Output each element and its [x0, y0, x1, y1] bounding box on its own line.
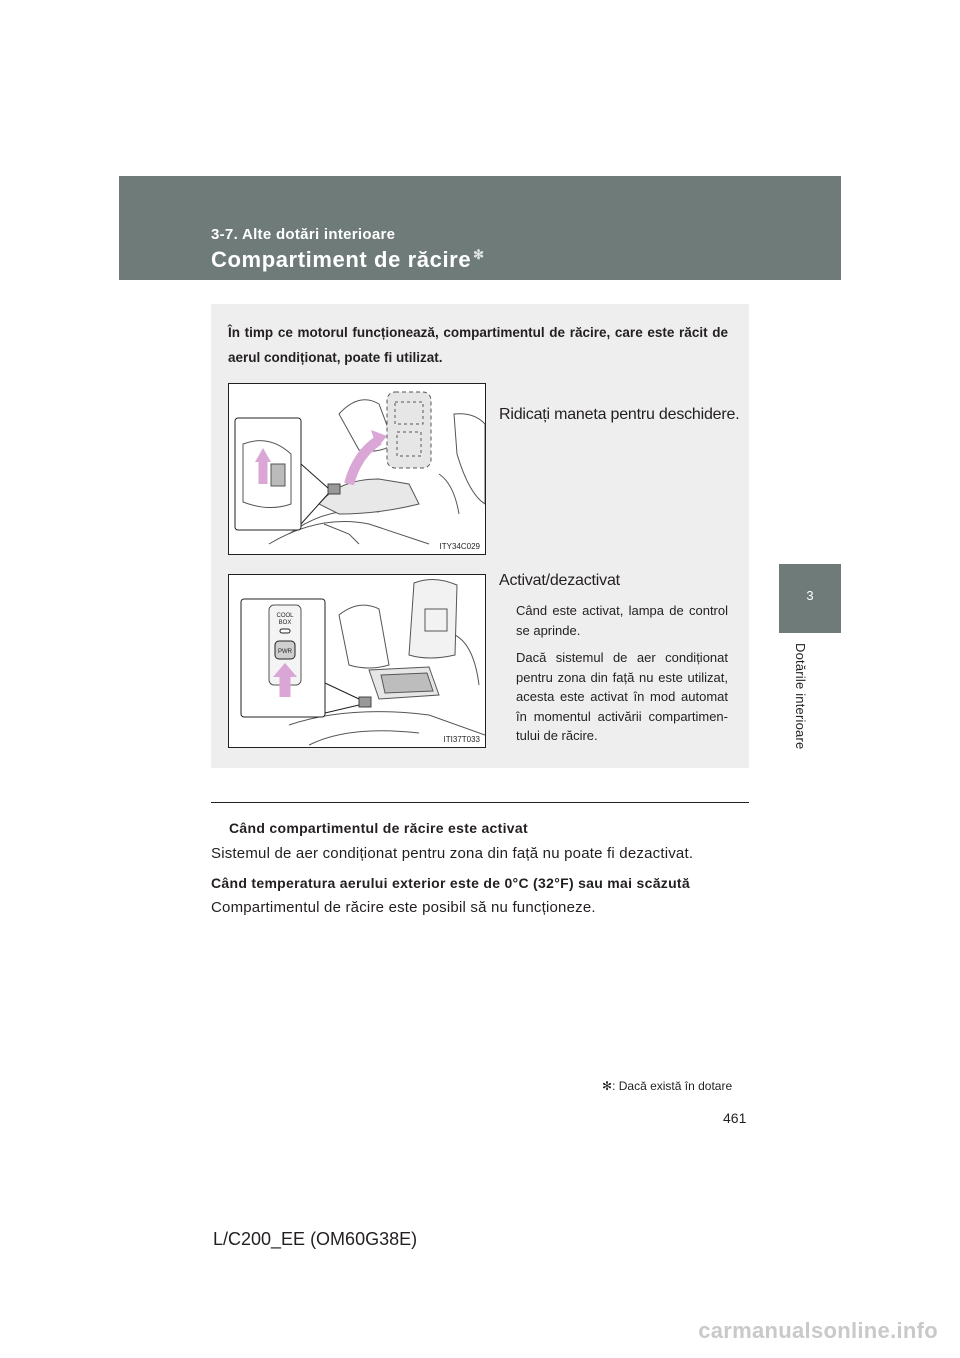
step-1-heading: Ridicați maneta pentru deschidere.	[499, 406, 740, 423]
step-2-paragraph: Dacă sistemul de aer condiționat pentru zona din față nu este utilizat, acesta este activat în mod automat în momentul activării compartimen-tului de răcire.	[516, 650, 728, 743]
chapter-number: 3	[806, 588, 814, 603]
step-2-body	[516, 601, 728, 754]
note-heading: Când compartimentul de răcire este activat	[229, 820, 528, 836]
button-label-box: BOX	[278, 620, 292, 626]
intro-text: În timp ce motorul funcționează, compartimentul de răcire, care este răcit de aerul condiționat, poate fi utilizat.	[228, 325, 728, 365]
asterisk-icon: ✻	[473, 247, 485, 262]
document-code: L/C200_EE (OM60G38E)	[213, 1229, 418, 1249]
cool-box-illustration	[229, 575, 485, 747]
pwr-label: PWR	[278, 649, 292, 655]
footnote-text: : Dacă există în dotare	[612, 1079, 733, 1093]
note-text: Compartimentul de răcire este posibil să nu funcționeze.	[211, 899, 596, 916]
page-title-text: Compartiment de răcire	[211, 247, 472, 272]
figure-code: ITI37T033	[443, 735, 480, 744]
button-label-cool: COOL	[276, 613, 294, 619]
step-2-heading: Activat/dezactivat	[499, 572, 620, 589]
figure-step-2	[228, 574, 486, 748]
asterisk-icon: ✻	[602, 1079, 613, 1093]
section-label: 3-7. Alte dotări interioare	[211, 226, 396, 243]
page-number: 461	[723, 1110, 747, 1126]
footnote	[602, 1079, 732, 1093]
page-title	[211, 247, 485, 273]
note-heading: Când temperatura aerului exterior este de 0°C (32°F) sau mai scăzută	[211, 875, 690, 891]
note-text: Sistemul de aer condiționat pentru zona din față nu poate fi dezactivat.	[211, 845, 694, 862]
watermark: carmanualsonline.info	[698, 1318, 938, 1343]
figure-code: ITY34C029	[439, 542, 480, 551]
step-2-paragraph: Când este activat, lampa de control se aprinde.	[516, 603, 728, 638]
chapter-label: Dotările interioare	[793, 643, 808, 750]
armrest-illustration	[229, 384, 485, 554]
chapter-tab	[779, 564, 841, 633]
chapter-tab-label-area	[779, 633, 841, 771]
figure-step-1	[228, 383, 486, 555]
divider	[211, 802, 749, 803]
